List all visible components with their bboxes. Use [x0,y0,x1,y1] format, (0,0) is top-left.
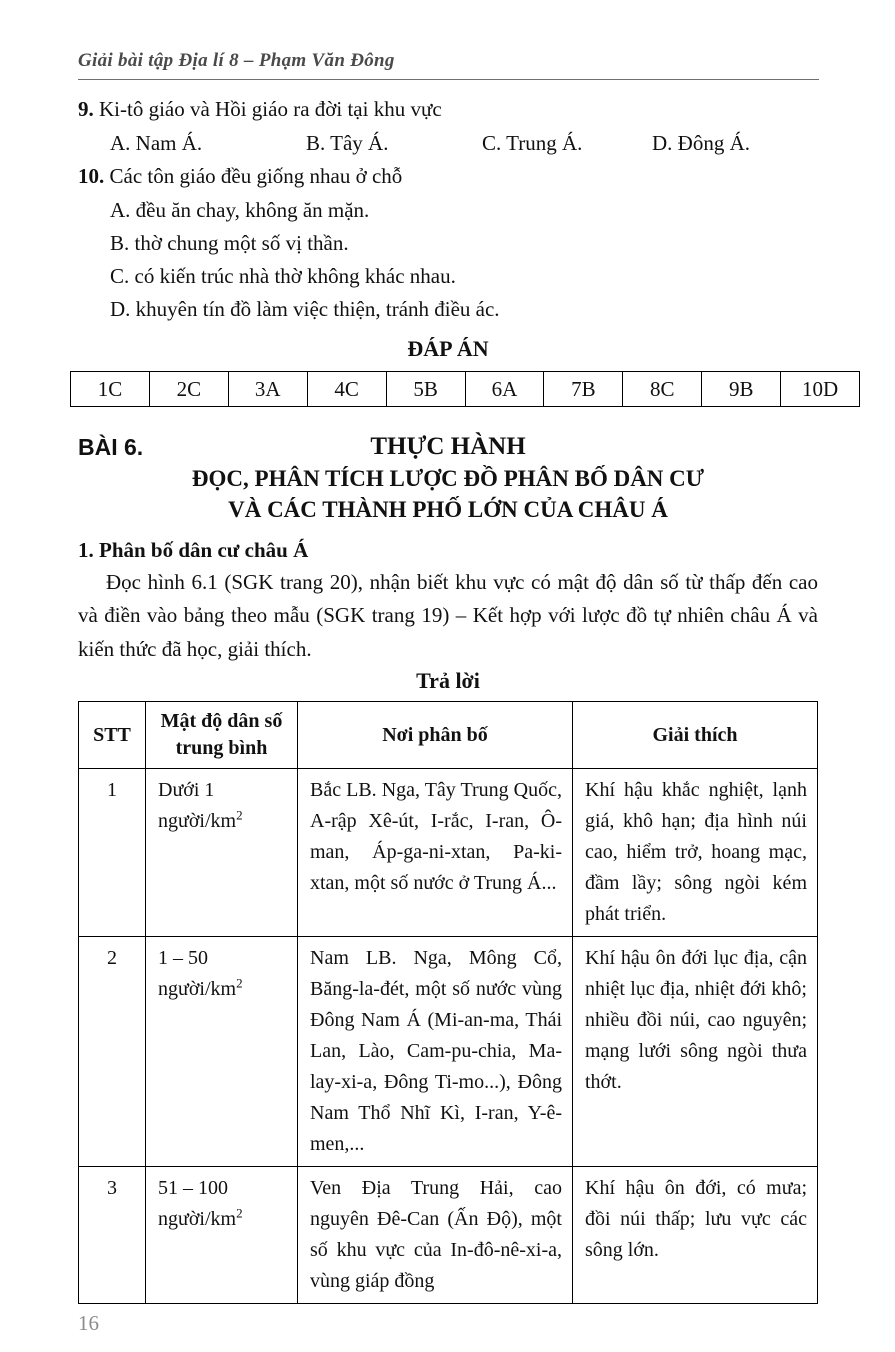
header-distribution: Nơi phân bố [298,702,573,769]
row2-density [146,937,298,1167]
answer-cell-1: 1C [71,372,150,406]
header-rule [78,79,819,80]
answer-cell-5: 5B [387,372,466,406]
answer-cell-6: 6A [466,372,545,406]
section-1-heading: 1. Phân bố dân cư châu Á [78,537,309,562]
question-9-option-d: D. Đông Á. [652,130,750,155]
question-10-option-c: C. có kiến trúc nhà thờ không khác nhau. [110,264,456,289]
row1-density-unit: người/$km^2$ [158,807,243,833]
answer-cell-2: 2C [150,372,229,406]
question-9 [78,93,818,127]
questions-block [78,93,818,327]
table-header-row [79,702,818,769]
header-explanation: Giải thích [573,702,818,769]
row3-density-range: 51 – 100 [158,1177,228,1200]
header-density: Mật độ dân số trung bình [146,702,298,769]
section-1-paragraph: Đọc hình 6.1 (SGK trang 20), nhận biết khu vực có mật độ dân số từ thấp đến cao và điền vào bảng theo mẫu (SGK trang 19) – Kết hợp với lược đồ tự nhiên châu Á và kiến thức đã học, giải thích. [78,569,818,661]
answer-cell-10: 10D [802,376,839,401]
density-table [78,701,818,1304]
question-9-option-a: A. Nam Á. [110,130,203,155]
question-10-option-a: A. đều ăn chay, không ăn mặn. [110,197,370,222]
row2-density-range: 1 – 50 [158,947,208,970]
reply-label: Trả lời [416,668,480,694]
question-9-option-b: B. Tây Á. [306,130,389,155]
row1-distribution: Bắc LB. Nga, Tây Trung Quốc, A-rập Xê-út, I-rắc, I-ran, Ô-man, Áp-ga-ni-xtan, Pa-ki-xtan, một số nước ở Trung Á... [298,769,573,937]
book-title: Giải bài tập Địa lí 8 – Phạm Văn Đông [78,50,395,71]
question-9-options [78,127,818,161]
answer-cell-4: 4C [308,372,387,406]
table-row [79,769,818,937]
running-header [78,50,819,80]
row1-explanation: Khí hậu khắc nghiệt, lạnh giá, khô hạn; địa hình núi cao, hiểm trở, hoang mạc, đầm lầy; sông ngòi kém phát triển. [573,769,818,937]
row3-distribution: Ven Địa Trung Hải, cao nguyên Đê-Can (Ấn Độ), một số khu vực của In-đô-nê-xi-a, vùng giáp đồng [298,1167,573,1304]
question-10-text: Các tôn giáo đều giống nhau ở chỗ [109,164,403,188]
row3-explanation: Khí hậu ôn đới, có mưa; đồi núi thấp; lưu vực các sông lớn. [573,1167,818,1304]
lesson-title-row [78,433,818,461]
answer-key-table [70,371,860,407]
answer-cell-3: 3A [229,372,308,406]
row1-density-range: Dưới 1 [158,779,215,802]
row2-stt: 2 [79,937,146,1167]
question-9-text: Ki-tô giáo và Hồi giáo ra đời tại khu vực [99,97,442,121]
row2-distribution: Nam LB. Nga, Mông Cổ, Băng-la-đét, một số nước vùng Đông Nam Á (Mi-an-ma, Thái Lan, Lào, Cam-pu-chia, Ma-lay-xi-a, Đông Ti-mo...), Đông Nam Thổ Nhĩ Kì, I-ran, Y-ê-men,... [298,937,573,1167]
header-stt: STT [79,702,146,769]
lesson-title-line2: ĐỌC, PHÂN TÍCH LƯỢC ĐỒ PHÂN BỐ DÂN CƯ [191,465,705,491]
answer-cell-9: 9B [702,372,781,406]
question-9-option-c: C. Trung Á. [482,130,583,155]
row2-density-unit: người/$km^2$ [158,975,243,1001]
question-10-option-b: B. thờ chung một số vị thần. [110,230,349,255]
row3-stt: 3 [79,1167,146,1304]
answer-key-title: ĐÁP ÁN [407,335,489,361]
table-row [79,937,818,1167]
answer-cell-7: 7B [544,372,623,406]
page-number: 16 [78,1311,99,1336]
table-row [79,1167,818,1304]
question-9-number: 9. [78,97,94,121]
lesson-number-label: BÀI 6. [78,433,144,460]
row3-density [146,1167,298,1304]
row1-density [146,769,298,937]
row1-stt: 1 [79,769,146,937]
lesson-title-line1: THỰC HÀNH [370,432,526,460]
lesson-title-line3: VÀ CÁC THÀNH PHỐ LỚN CỦA CHÂU Á [228,496,668,522]
question-10-number: 10. [78,164,105,188]
question-10 [78,160,818,194]
answer-cell-8: 8C [623,372,702,406]
row3-density-unit: người/$km^2$ [158,1205,243,1231]
row2-explanation: Khí hậu ôn đới lục địa, cận nhiệt lục địa, nhiệt đới khô; nhiều đồi núi, cao nguyên; mạng lưới sông ngòi thưa thớt. [573,937,818,1167]
question-10-option-d: D. khuyên tín đồ làm việc thiện, tránh điều ác. [110,297,500,322]
